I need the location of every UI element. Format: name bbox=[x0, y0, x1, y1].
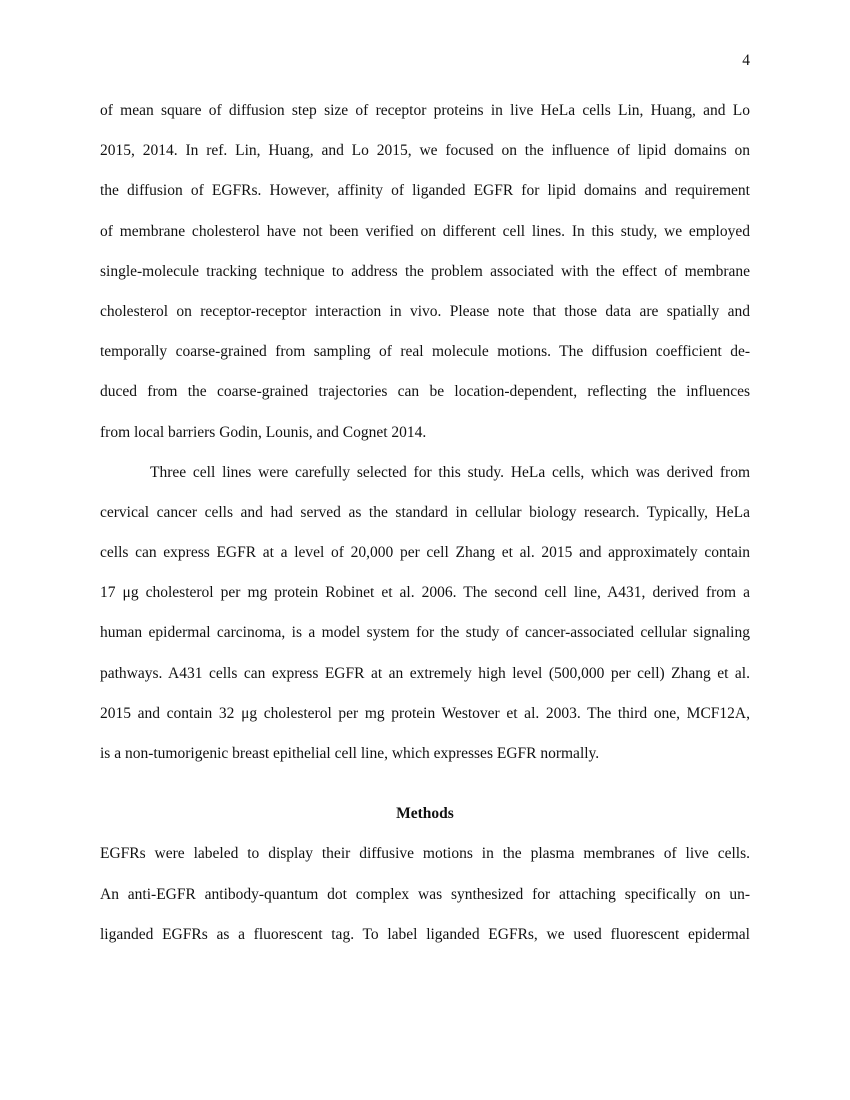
text-line: Three cell lines were carefully selected for this study. HeLa cells, which was derived from bbox=[150, 463, 750, 481]
text-line: An anti-EGFR antibody-quantum dot complex was synthesized for attaching specifically on un- bbox=[100, 885, 750, 903]
text-line: cells can express EGFR at a level of 20,000 per cell Zhang et al. 2015 and approximately contain bbox=[100, 544, 750, 562]
paragraph-cell-lines bbox=[100, 460, 750, 782]
text-line: cervical cancer cells and had served as the standard in cellular biology research. Typically, HeLa bbox=[100, 503, 750, 521]
methods-section bbox=[100, 801, 750, 962]
text-line: 2015 and contain 32 μg cholesterol per mg protein Westover et al. 2003. The third one, MCF12A, bbox=[100, 704, 750, 722]
section-gap bbox=[100, 781, 750, 801]
text-line: single-molecule tracking technique to address the problem associated with the effect of membrane bbox=[100, 262, 750, 280]
section-heading-methods: Methods bbox=[396, 805, 454, 823]
body-text bbox=[100, 98, 750, 962]
text-line: cholesterol on receptor-receptor interaction in vivo. Please note that those data are spatially and bbox=[100, 302, 750, 320]
text-line: is a non-tumorigenic breast epithelial cell line, which expresses EGFR normally. bbox=[100, 745, 600, 762]
text-line: of mean square of diffusion step size of receptor proteins in live HeLa cells Lin, Huang, and Lo bbox=[100, 102, 750, 119]
text-line: temporally coarse-grained from sampling of real molecule motions. The diffusion coefficient de- bbox=[100, 343, 750, 361]
page-number: 4 bbox=[742, 52, 750, 69]
text-line: pathways. A431 cells can express EGFR at an extremely high level (500,000 per cell) Zhang et al. bbox=[100, 664, 750, 682]
paragraph-introduction bbox=[100, 98, 750, 460]
text-line: human epidermal carcinoma, is a model system for the study of cancer-associated cellular signaling bbox=[100, 624, 750, 642]
text-line: 17 μg cholesterol per mg protein Robinet et al. 2006. The second cell line, A431, derived from a bbox=[100, 584, 750, 602]
text-line: duced from the coarse-grained trajectories can be location-dependent, reflecting the influences bbox=[100, 383, 750, 401]
text-line: the diffusion of EGFRs. However, affinity of liganded EGFR for lipid domains and requirement bbox=[100, 182, 750, 200]
text-line: from local barriers Godin, Lounis, and Cognet 2014. bbox=[100, 423, 427, 441]
text-line: liganded EGFRs as a fluorescent tag. To label liganded EGFRs, we used fluorescent epidermal bbox=[100, 925, 750, 943]
text-line: 2015, 2014. In ref. Lin, Huang, and Lo 2015, we focused on the influence of lipid domains on bbox=[100, 142, 750, 160]
text-line: of membrane cholesterol have not been verified on different cell lines. In this study, we employed bbox=[100, 222, 750, 240]
text-line: EGFRs were labeled to display their diffusive motions in the plasma membranes of live cells. bbox=[100, 845, 750, 863]
